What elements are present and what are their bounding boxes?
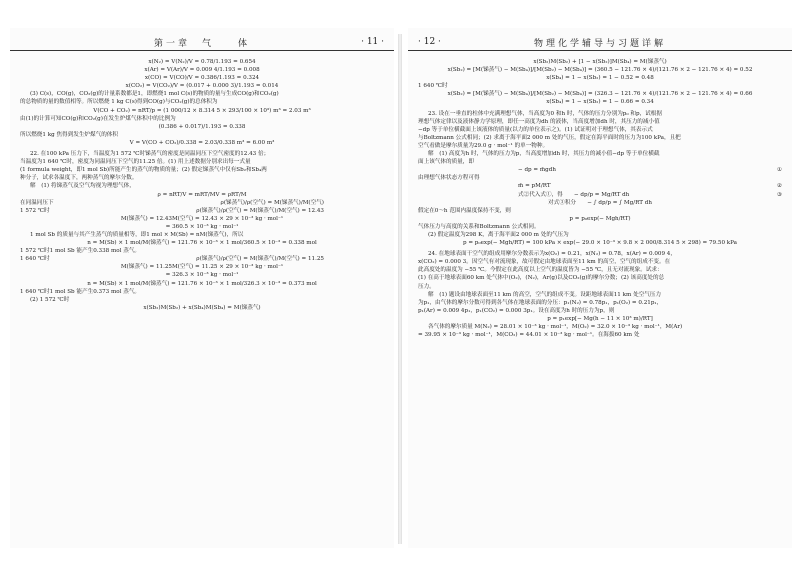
right-page	[408, 28, 792, 548]
equation-line: ρ = nRT/V = mRT/MV = ρRT/M	[157, 191, 247, 198]
text-line: 1 640 ℃时1 mol Sb 能产生0.373 mol 蒸气。	[20, 288, 141, 295]
equation-label: 1 640 ℃时	[20, 256, 50, 263]
equation-line: (0.386 + 0.017)/1.193 = 0.338	[158, 123, 246, 130]
page-number: · 12 ·	[418, 37, 441, 47]
equation-line: x(CO) = V(CO)/V = 0.386/1.193 = 0.324	[144, 75, 260, 82]
text-line: 1 572 ℃时1 mol Sb 能产生0.338 mol 蒸气。	[20, 248, 141, 255]
equation-number: ①	[776, 167, 782, 174]
labeled-equation	[20, 207, 384, 215]
equation-line: M(锑蒸气) = 11.25M(空气) = 11.25 × 29 × 10⁻³ kg · mol⁻¹	[120, 264, 284, 271]
text-line: 所以燃烧1 kg 焦得到发生炉煤气的体积	[20, 131, 118, 138]
equation-line: p = p₀exp(− Mgh/RT) = 100 kPa × exp(− 29.0 × 10⁻³ × 9.8 × 2 000/8.314 5 × 298) = 79.50 kPa	[462, 240, 738, 247]
text-line: (1 formula weight，即1 mol Sb)所能产生的蒸气的物质的量；(2) 假定锑蒸气中仅有Sb₂和Sb₄两	[20, 167, 267, 174]
equation-line: = 326.3 × 10⁻³ kg · mol⁻¹	[165, 272, 239, 279]
text-line: 种分子，试求各温度下，两种蒸气的摩尔分数。	[20, 175, 138, 182]
equation-line: V = V(CO + CO₂)/0.338 = 2.03/0.338 m³ = 6.00 m³	[129, 139, 275, 146]
labeled-equation	[20, 255, 384, 263]
equation: 式②代入式①，得 − dp/p = Mg/RT dh	[518, 191, 630, 198]
left-page-body	[20, 58, 384, 312]
paragraph-start-line: 23. 设在一垂直的柱体中充满理想气体，当高度为0 和h 时，气体的压力分别为p₀ 和p，试根据	[428, 110, 662, 117]
equation-line: x(Ar) = V(Ar)/V = 0.009 4/1.193 = 0.008	[144, 67, 260, 74]
paragraph-start-line: 24. 在地球表面干空气的组成用摩尔分数表示为x(O₂) = 0.21，x(N₂) = 0.78，x(Ar) = 0.009 4，	[428, 251, 676, 258]
left-page-header	[10, 34, 394, 51]
equation-line: p = p₀exp(− Mgh/RT)	[569, 215, 631, 222]
equation-line: x(Sb₂)M(Sb₂) + x(Sb₄)M(Sb₄) = M(锑蒸气)	[143, 304, 261, 311]
page-number: · 11 ·	[361, 37, 384, 47]
equation: m̄ = pM/RT	[518, 183, 551, 190]
text-line: 压力。	[418, 283, 435, 290]
equation: ρ(锑蒸气)/ρ(空气) = M(锑蒸气)/M(空气) = 12.43	[196, 207, 324, 214]
equation-line: x(N₂) = V(N₂)/V = 0.78/1.193 = 0.654	[148, 59, 256, 65]
text-line: p₁(Ar) = 0.009 4p₁，p₁(CO₂) = 0.000 3p₁。设在高度为h 时的压力为p，则	[418, 307, 615, 314]
text-line: 与Boltzmann 公式相同；(2) 求离于海平面2 000 m 处的气压，假定在海平面时的压力为100 kPa，且把	[418, 134, 681, 141]
equation-line: x(CO₂) = V(CO₂)/V = (0.017 + 0.000 3)/1.193 = 0.014	[125, 83, 279, 90]
equation-label: 在同温同压下	[20, 199, 54, 206]
right-page-body	[418, 58, 782, 339]
text-line: 由理想气体状态方程可得	[418, 175, 480, 182]
equation-line: x(Sb₂) = [M(锑蒸气) − M(Sb₄)]/[M(Sb₂) − M(Sb₄)] = (360.5 − 121.76 × 4)/(121.76 × 2 − 121.76 × 4) = 0.52	[447, 67, 753, 74]
equation-line: V(CO + CO₂) = nRT/p = (1 000/12 × 8.314 5 × 293/100 × 10³) m³ = 2.03 m³	[93, 107, 311, 114]
equation-line: x(Sb₂) = [M(锑蒸气) − M(Sb₄)]/[M(Sb₂) − M(Sb₄)] = (326.3 − 121.76 × 4)/(121.76 × 2 − 121.76 × 4) = 0.66	[447, 91, 753, 98]
numbered-equation	[418, 182, 782, 190]
text-line: 气体压力与高度的关系和Boltzmann 公式相同。	[418, 223, 540, 230]
text-line: 为p₁，由气体的摩尔分数可得到各气体在地球表面的分压：p₁(N₂) = 0.78p₁，p₁(O₂) = 0.21p₁，	[418, 299, 663, 306]
left-page	[10, 28, 394, 548]
equation-line: x(Sb₄) = 1 − x(Sb₂) = 1 − 0.66 = 0.34	[546, 99, 654, 106]
equation-line: = 360.5 × 10⁻³ kg · mol⁻¹	[165, 223, 239, 230]
text-line: 此高度处的温度为 −55 ℃。今假定在此高度以上空气的温度皆为 −55 ℃，且无对流现象。试求：	[418, 267, 663, 274]
equation: − dp = m̄gdh	[518, 167, 556, 174]
text-line: (1) 在高于地球表面60 km 处气体中(O₂)，(N₂)，Ar(g)以及CO₂(g)的摩尔分数；(2) 该高度处的总	[418, 275, 665, 282]
equation-line: 对式③积分 − ∫ dp/p = ∫ Mg/RT dh	[548, 199, 652, 206]
right-page-header	[408, 34, 792, 51]
text-line: 当温度为1 640 ℃时，密度为同温同压下空气的11.25 倍。(1) 用上述数据分别求出每一式量	[20, 159, 251, 166]
paragraph-start-line: 解 (1) 高度为h 时，气体的压力为p，当高度增加dh 时，其压力的减小值−dp 等于单位横截	[428, 151, 660, 158]
equation-line: n = M(Sb) × 1 mol/M(锑蒸气) = 121.76 × 10⁻³ × 1 mol/326.3 × 10⁻³ = 0.373 mol	[87, 280, 317, 287]
equation-line: M(锑蒸气) = 12.43M(空气) = 12.43 × 29 × 10⁻³ kg · mol⁻¹	[120, 215, 284, 222]
paragraph-start-line: (2) 假定温度为298 K，离于海平面2 000 m 处的气压为	[428, 231, 569, 238]
equation-number: ②	[776, 183, 782, 190]
text-line: 面上该气体的质量，即	[418, 159, 474, 166]
numbered-equation	[418, 166, 782, 174]
text-line: 的总物质的量的数值相等。所以燃烧 1 kg C(s)得到CO(g)与CO₂(g)的总体积为	[20, 99, 218, 106]
paragraph-start-line: 解 (1) 题设由地球表面至11 km 的高空，空气的组成不变。设距地球表面11 km 处空气压力	[428, 291, 662, 298]
equation: ρ(锑蒸气)/ρ(空气) = M(锑蒸气)/M(空气)	[220, 199, 324, 206]
book-title: 物理化学辅导与习题详解	[533, 38, 667, 49]
equation-line: x(Sb₄) = 1 − x(Sb₂) = 1 − 0.52 = 0.48	[546, 75, 654, 82]
equation-line: p = p₁exp[− Mg(h − 11 × 10³ m)/RT]	[547, 315, 653, 322]
paragraph-start-line: 22. 在100 kPa 压力下，当温度为1 572 ℃时锑蒸气的密度是同温同压下空气密度的12.43 倍；	[30, 151, 270, 158]
paragraph-start-line: (3) C(s)，CO(g)，CO₂(g)的计量系数都是1，即燃烧1 mol C(s)的物质的量与生成CO(g)和CO₂(g)	[30, 91, 279, 98]
paragraph-start-line: 1 mol Sb 的质量与其产生蒸气的质量相等，即1 mol × M(Sb) = nM(锑蒸气)，所以	[30, 231, 244, 238]
equation-label: 1 572 ℃时	[20, 207, 50, 214]
equation: ρ(锑蒸气)/ρ(空气) = M(锑蒸气)/M(空气) = 11.25	[196, 256, 324, 263]
equation-number: ③	[776, 191, 782, 198]
text-line: 空气看做是摩尔质量为29.0 g · mol⁻¹ 的单一物种。	[418, 142, 549, 149]
equation-line: x(Sb₂)M(Sb₂) + [1 − x(Sb₂)]M(Sb₄) = M(锑蒸气)	[533, 59, 667, 65]
text-line: 理想气体定律以及液体静力学原理，即任一高度为dh 的液体，当高度增加dh 时，其压力的减小值	[418, 118, 660, 125]
paragraph-start-line: 各气体的摩尔质量 M(N₂) = 28.01 × 10⁻³ kg · mol⁻¹，M(O₂) = 32.0 × 10⁻³ kg · mol⁻¹，M(Ar)	[428, 324, 683, 330]
text-line: = 39.95 × 10⁻³ kg · mol⁻¹，M(CO₂) = 44.01 × 10⁻³ kg · mol⁻¹。在海拔60 km 处	[418, 332, 640, 339]
labeled-equation	[20, 199, 384, 207]
text-line: x(CO₂) = 0.000 3。因空气有对流现象，故可假定由地球表面至11 km 的高空，空气的组成不变。在	[418, 259, 671, 266]
numbered-equation	[418, 191, 782, 199]
text-line: 1 640 ℃时	[418, 83, 448, 90]
text-line: 假定在0～h 范围内温度保持不变，则	[418, 207, 511, 214]
paragraph-start-line: (2) 1 572 ℃时	[30, 296, 70, 303]
text-line: 由(1)的计算可知CO(g)和CO₂(g)在发生炉煤气体积中的比例为	[20, 115, 176, 122]
paragraph-start-line: 解 (1) 将锑蒸气及空气均视为理想气体，	[30, 183, 135, 190]
equation-line: n = M(Sb) × 1 mol/M(锑蒸气) = 121.76 × 10⁻³ × 1 mol/360.5 × 10⁻³ = 0.338 mol	[87, 240, 317, 247]
text-line: −dp 等于单位横截面上该液体的质量(以力的单位表示之)。(1) 试证明对于理想气体，其表示式	[418, 126, 653, 133]
book-gutter	[398, 34, 402, 544]
chapter-title: 第一章 气 体	[153, 38, 251, 49]
